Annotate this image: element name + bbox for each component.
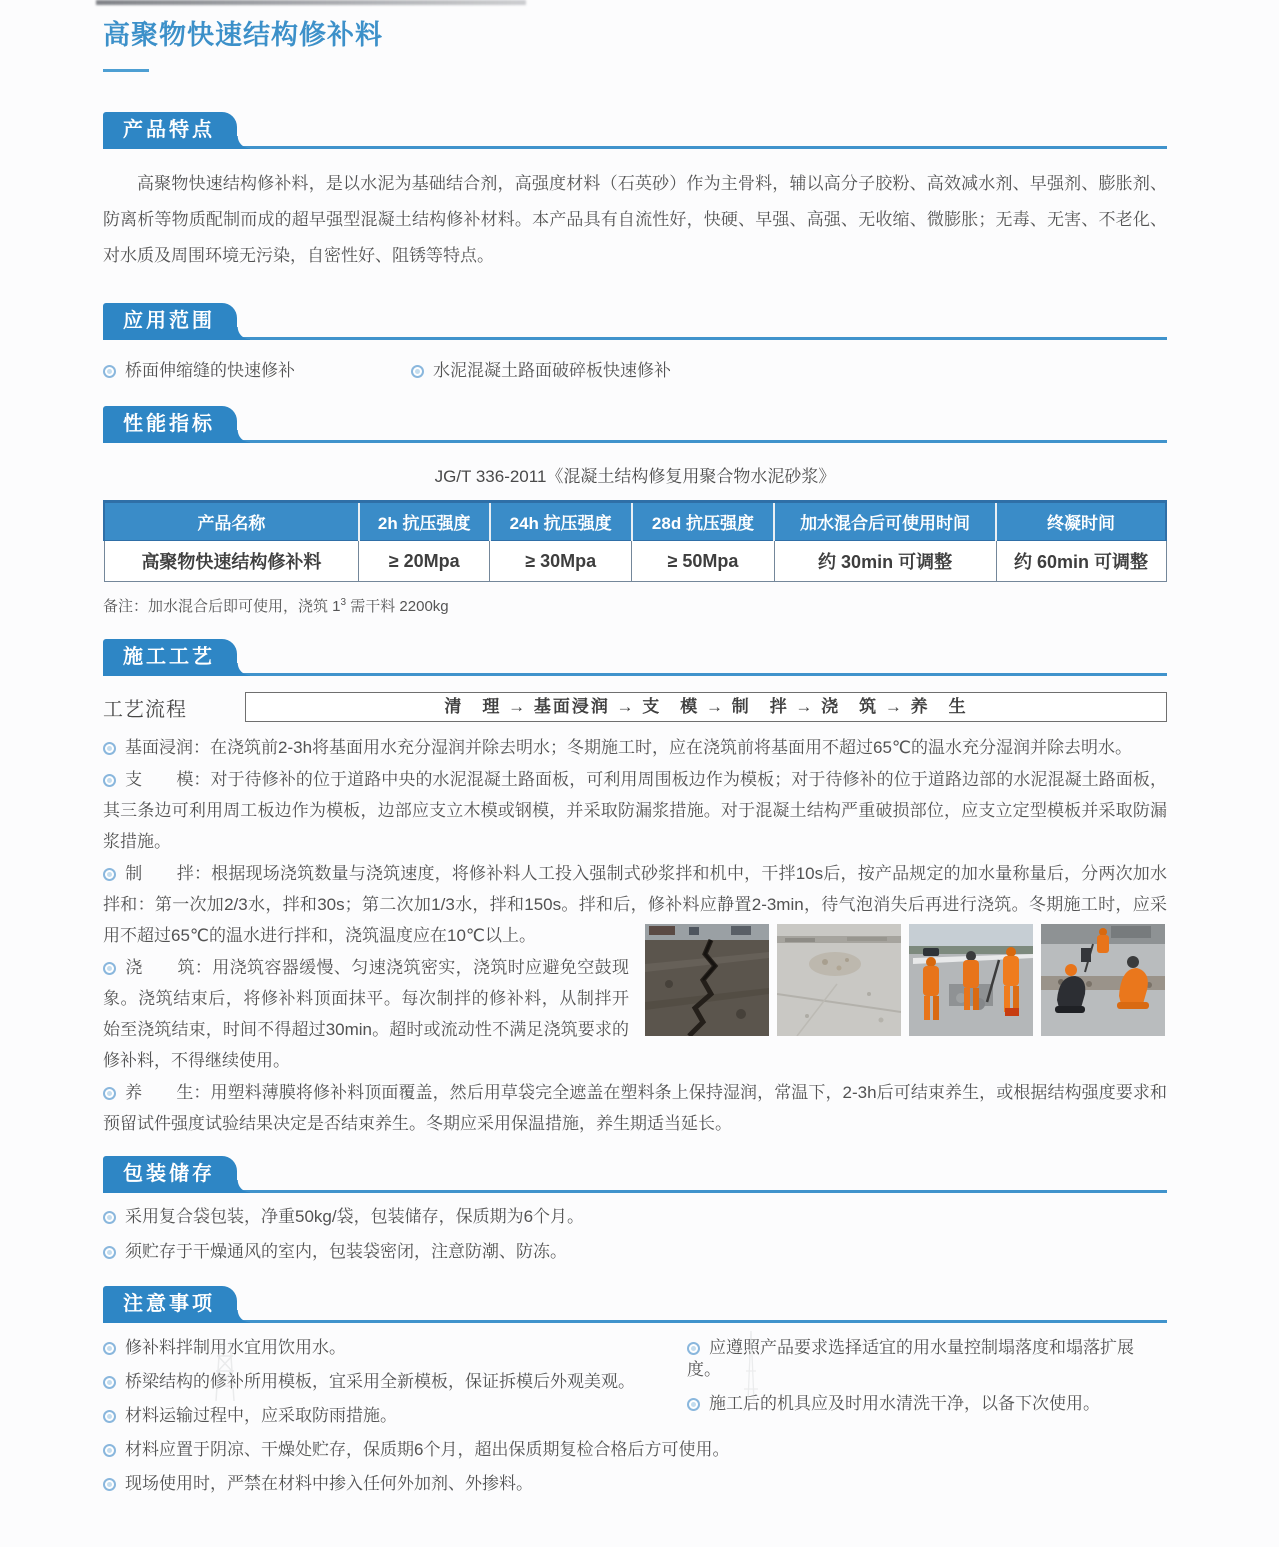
section-header-construction [103, 642, 1167, 676]
table-header-cell: 28d 抗压强度 [632, 502, 774, 541]
bullet-ring-icon [103, 1087, 116, 1100]
application-label: 水泥混凝土路面破碎板快速修补 [433, 361, 671, 380]
section-header-features [103, 115, 1167, 149]
watermark-spire [740, 1331, 762, 1401]
process-flow-row [103, 692, 1167, 722]
storage-text: 须贮存于干燥通风的室内，包装袋密闭，注意防潮、防冻。 [125, 1242, 567, 1261]
list-item [103, 356, 411, 381]
standard-reference: JG/T 336-2011《混凝土结构修复用聚合物水泥砂浆》 [434, 467, 836, 486]
note-text: 应遵照产品要求选择适宜的用水量控制塌落度和塌落扩展度。 [687, 1338, 1134, 1379]
step-text: 养 生：用塑料薄膜将修补料顶面覆盖，然后用草袋完全遮盖在塑料条上保持湿润，常温下，2-3h后可结束养生，或根据结构强度要求和预留试件强度试验结果决定是否结束养生。冬期应采用保温措施，养生期适当延长。 [103, 1083, 1167, 1133]
list-item [103, 1206, 1167, 1228]
table-cell: 约 30min 可调整 [774, 541, 996, 582]
section-header-storage [103, 1159, 1167, 1193]
notes-list [103, 1337, 1167, 1495]
photo-damaged-concrete [777, 924, 901, 1036]
table-row [104, 541, 1166, 582]
note-text: 修补料拌制用水宜用饮用水。 [125, 1338, 346, 1357]
bullet-ring-icon [103, 365, 116, 378]
table-cell: 高聚物快速结构修补料 [104, 541, 359, 582]
bullet-ring-icon [411, 365, 424, 378]
features-paragraph: 高聚物快速结构修补料，是以水泥为基础结合剂，高强度材料（石英砂）作为主骨料，辅以高分子胶粉、高效减水剂、早强剂、膨胀剂、防离析等物质配制而成的超早强型混凝土结构修补材料。本产品具有自流性好，快硬、早强、高强、无收缩、微膨胀；无毒、无害、不老化、对水质及周围环境无污染，自密性好、阻锈等特点。 [103, 174, 1167, 265]
table-header-row [104, 502, 1166, 541]
section-tab-performance: 性能指标 [103, 406, 237, 443]
storage-text: 采用复合袋包装，净重50kg/袋，包装储存，保质期为6个月。 [125, 1207, 585, 1226]
step-formwork [103, 764, 1167, 857]
construction-photos [645, 924, 1167, 1036]
section-tab-applications: 应用范围 [103, 303, 237, 340]
bullet-ring-icon [103, 868, 116, 881]
step-text: 制 拌：根据现场浇筑数量与浇筑速度，将修补料人工投入强制式砂浆拌和机中，干拌10s后，按产品规定的加水量称量后，分两次加水拌和：第一次加2/3水，拌和30s；第二次加1/3水，拌和150s。拌和后，修补料应静置2-3min，待气泡消失后再进行浇筑。冬期施工时，应采用不超过65℃的温水进行拌和，浇筑温度应在10℃以上。 [103, 864, 1167, 945]
bullet-ring-icon [103, 774, 116, 787]
title-underline [103, 69, 149, 72]
application-label: 桥面伸缩缝的快速修补 [125, 361, 295, 380]
table-header-cell: 产品名称 [104, 502, 359, 541]
list-item [103, 1473, 1167, 1495]
table-header-cell: 加水混合后可使用时间 [774, 502, 996, 541]
bullet-ring-icon [103, 1444, 116, 1457]
bullet-ring-icon [103, 1211, 116, 1224]
photo-workers-patching [1041, 924, 1165, 1036]
list-item [103, 1241, 1167, 1263]
construction-steps [103, 732, 1167, 1139]
footnote-text: 需干料 2200kg [346, 598, 449, 615]
list-item [103, 1439, 1167, 1461]
table-header-cell: 终凝时间 [996, 502, 1166, 541]
applications-list [103, 356, 1167, 381]
photo-repair-crew [909, 924, 1033, 1036]
step-base-wetting [103, 732, 1167, 763]
section-header-performance [103, 409, 1167, 443]
bullet-ring-icon [687, 1342, 700, 1355]
bullet-ring-icon [103, 962, 116, 975]
bullet-ring-icon [687, 1398, 700, 1411]
table-cell: ≥ 20Mpa [359, 541, 490, 582]
step-text: 基面浸润：在浇筑前2-3h将基面用水充分湿润并除去明水；冬期施工时，应在浇筑前将基面用不超过65℃的温水充分湿润并除去明水。 [125, 738, 1133, 757]
bullet-ring-icon [103, 1376, 116, 1389]
bullet-ring-icon [103, 1342, 116, 1355]
section-tab-storage: 包装储存 [103, 1156, 237, 1193]
bullet-ring-icon [103, 1478, 116, 1491]
footnote-text: 备注：加水混合后即可使用，浇筑 1 [103, 598, 341, 615]
section-tab-notes: 注意事项 [103, 1286, 237, 1323]
flow-sequence: 清 理 → 基面浸润 → 支 模 → 制 拌 → 浇 筑 → 养 生 [245, 692, 1167, 722]
table-header-cell: 2h 抗压强度 [359, 502, 490, 541]
footnote-superscript: 3 [340, 597, 347, 608]
bullet-ring-icon [103, 1410, 116, 1423]
watermark-tower [200, 1341, 250, 1401]
table-cell: ≥ 50Mpa [632, 541, 774, 582]
document-body [103, 0, 1167, 1547]
note-text: 施工后的机具应及时用水清洗干净，以备下次使用。 [709, 1394, 1100, 1413]
note-text: 材料运输过程中，应采取防雨措施。 [125, 1406, 397, 1425]
section-header-applications [103, 306, 1167, 340]
section-tab-features: 产品特点 [103, 112, 237, 149]
flow-label: 工艺流程 [103, 698, 187, 721]
note-text: 材料应置于阴凉、干燥处贮存，保质期6个月，超出保质期复检合格后方可使用。 [125, 1440, 730, 1459]
table-footnote [103, 595, 1167, 616]
page-title: 高聚物快速结构修补料 [103, 20, 383, 50]
note-text: 现场使用时，严禁在材料中掺入任何外加剂、外掺料。 [125, 1474, 533, 1493]
bullet-ring-icon [103, 1246, 116, 1259]
step-curing [103, 1077, 1167, 1139]
section-tab-construction: 施工工艺 [103, 639, 237, 676]
table-cell: 约 60min 可调整 [996, 541, 1166, 582]
photo-cracked-pavement [645, 924, 769, 1036]
step-text: 支 模：对于待修补的位于道路中央的水泥混凝土路面板，可利用周围板边作为模板；对于待修补的位于道路边部的水泥混凝土路面板，其三条边可利用周工板边作为模板，边部应支立木模或钢模，并采取防漏浆措施。对于混凝土结构严重破损部位，应支立定型模板并采取防漏浆措施。 [103, 770, 1167, 851]
step-text: 浇 筑：用浇筑容器缓慢、匀速浇筑密实，浇筑时应避免空鼓现象。浇筑结束后，将修补料顶面抹平。每次制拌的修补料，从制拌开始至浇筑结束，时间不得超过30min。超时或流动性不满足浇筑要求的修补料，不得继续使用。 [103, 958, 629, 1070]
performance-table [103, 500, 1167, 582]
table-header-cell: 24h 抗压强度 [490, 502, 632, 541]
list-item [411, 356, 671, 381]
bullet-ring-icon [103, 742, 116, 755]
section-header-notes [103, 1289, 1167, 1323]
table-cell: ≥ 30Mpa [490, 541, 632, 582]
note-text: 桥梁结构的修补所用模板，宜采用全新模板，保证拆模后外观美观。 [125, 1372, 635, 1391]
